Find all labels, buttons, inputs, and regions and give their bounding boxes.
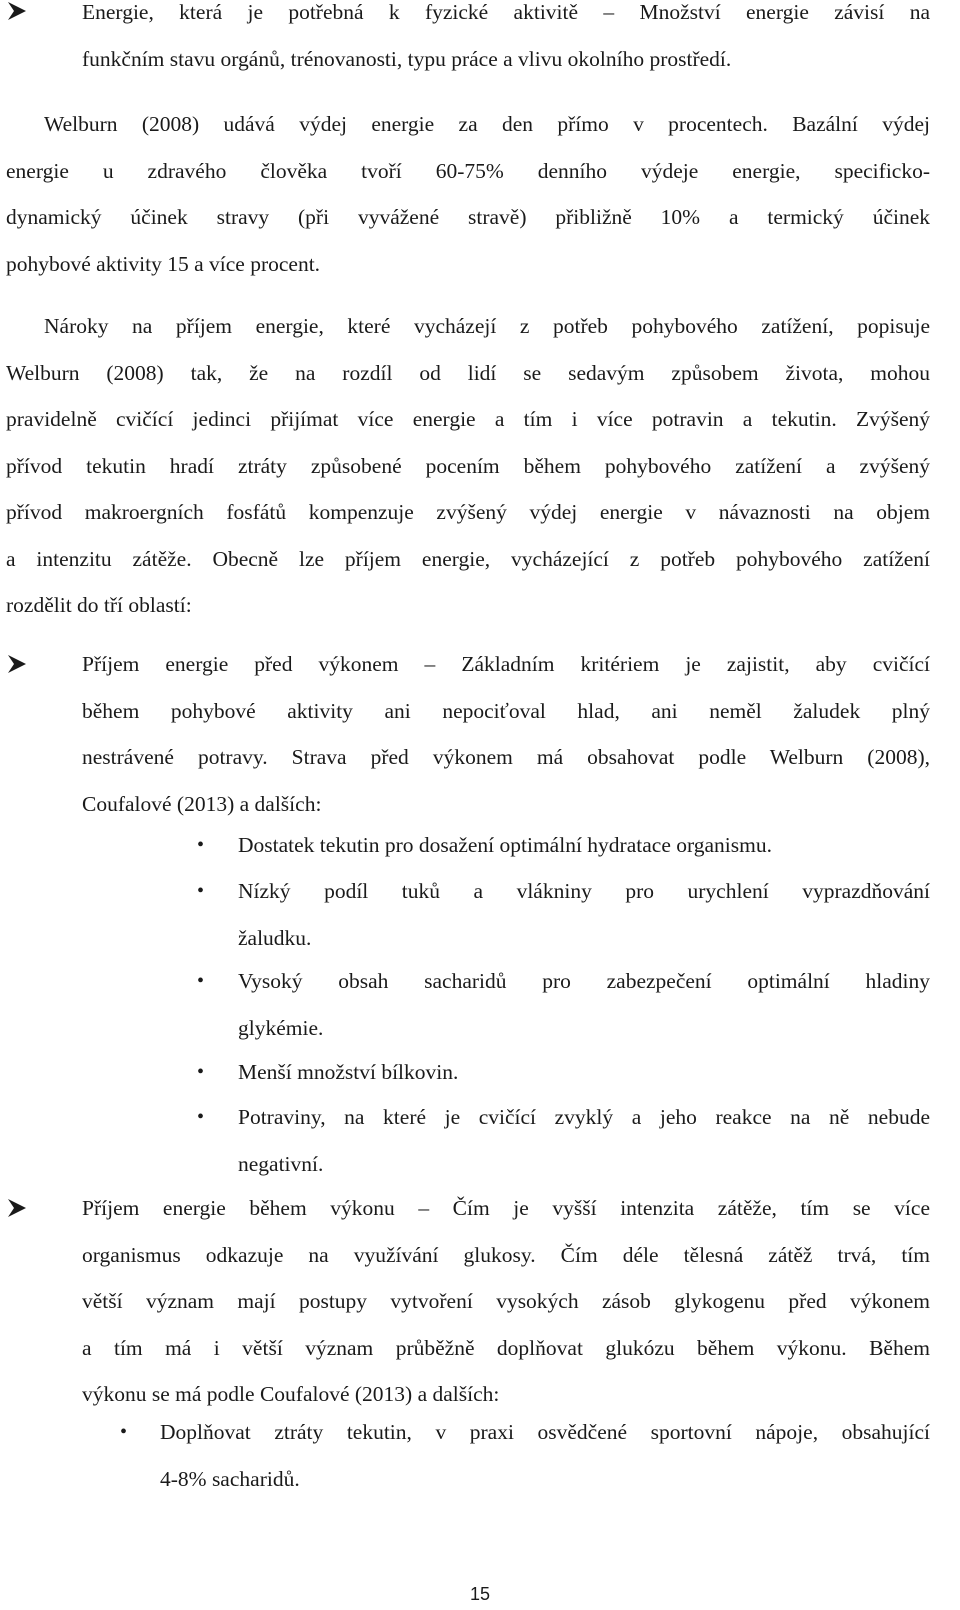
paragraph-welburn-expenditure (6, 101, 930, 287)
text-line: Welburn (2008) udává výdej energie za den přímo v procentech. Bazální výdej (44, 112, 930, 136)
text-line: přívod tekutin hradí ztráty způsobené pocením během pohybového zatížení a zvýšený (6, 453, 930, 478)
arrow-bullet-icon (6, 0, 28, 22)
bullet-dot-icon: • (197, 1061, 205, 1083)
sub-bullet-fluids (160, 1409, 930, 1502)
text-line: funkčním stavu orgánů, trénovanosti, typu práce a vlivu okolního prostředí. (82, 46, 732, 71)
text-line: organismus odkazuje na využívání glukosy. Čím déle tělesná zátěž trvá, tím (82, 1242, 930, 1267)
bullet-dot-icon: • (197, 834, 205, 856)
sub-bullet-familiar-foods (238, 1094, 930, 1187)
text-line: dynamický účinek stravy (při vyvážené stravě) přibližně 10% a termický účinek (6, 205, 930, 229)
bullet-dot-icon: • (197, 1106, 205, 1128)
sub-bullet-protein (238, 1049, 930, 1096)
text-line: během pohybové aktivity ani nepociťoval hlad, ani neměl žaludek plný (82, 698, 930, 723)
text-line: Potraviny, na které je cvičící zvyklý a jeho reakce na ně nebude (238, 1105, 930, 1129)
text-line: 4-8% sacharidů. (160, 1466, 300, 1491)
text-line: Nároky na příjem energie, které vycházejí z potřeb pohybového zatížení, popisuje (44, 314, 930, 338)
text-line: Dostatek tekutin pro dosažení optimální hydratace organismu. (238, 833, 772, 857)
bullet-dot-icon: • (120, 1421, 128, 1443)
list-item-before-performance (82, 641, 930, 827)
bullet-dot-icon: • (197, 880, 205, 902)
text-line: Menší množství bílkovin. (238, 1060, 459, 1084)
arrow-bullet-icon (6, 653, 28, 675)
text-line: Vysoký obsah sacharidů pro zabezpečení optimální hladiny (238, 969, 930, 993)
arrow-bullet-icon (6, 1197, 28, 1219)
list-item-during-performance (82, 1185, 930, 1418)
text-line: větší význam mají postupy vytvoření vysokých zásob glykogenu před výkonem (82, 1289, 930, 1313)
text-line: Coufalové (2013) a dalších: (82, 791, 322, 816)
text-line: pohybové aktivity 15 a více procent. (6, 251, 321, 276)
text-line: glykémie. (238, 1015, 324, 1040)
text-line: negativní. (238, 1151, 324, 1176)
text-line: nestrávené potravy. Strava před výkonem má obsahovat podle Welburn (2008), (82, 745, 930, 769)
page-number: 15 (469, 1584, 491, 1604)
text-line: Energie, která je potřebná k fyzické aktivitě – Množství energie závisí na (82, 0, 930, 24)
sub-bullet-hydration (238, 822, 930, 869)
text-line: a intenzitu zátěže. Obecně lze příjem energie, vycházející z potřeb pohybového zatížení (6, 546, 930, 571)
text-line: a tím má i větší význam průběžně doplňovat glukózu během výkonu. Během (82, 1335, 930, 1360)
text-line: rozdělit do tří oblastí: (6, 593, 192, 617)
text-line: výkonu se má podle Coufalové (2013) a dalších: (82, 1382, 500, 1406)
text-line: energie u zdravého člověka tvoří 60-75% denního výdeje energie, specificko- (6, 158, 930, 183)
sub-bullet-carbohydrates (238, 958, 930, 1051)
text-line: Nízký podíl tuků a vlákniny pro urychlení vyprazdňování (238, 879, 930, 903)
list-item-energy-activity (82, 0, 930, 82)
paragraph-intake-demands (6, 303, 930, 629)
bullet-dot-icon: • (197, 970, 205, 992)
text-line: přívod makroergních fosfátů kompenzuje zvýšený výdej energie v návaznosti na objem (6, 500, 930, 524)
text-line: Doplňovat ztráty tekutin, v praxi osvědčené sportovní nápoje, obsahující (160, 1420, 930, 1444)
text-line: Welburn (2008) tak, že na rozdíl od lidí se sedavým způsobem života, mohou (6, 360, 930, 385)
text-line: Příjem energie před výkonem – Základním kritériem je zajistit, aby cvičící (82, 652, 930, 676)
sub-bullet-low-fat (238, 868, 930, 961)
text-line: žaludku. (238, 925, 312, 950)
text-line: Příjem energie během výkonu – Čím je vyšší intenzita zátěže, tím se více (82, 1196, 930, 1220)
text-line: pravidelně cvičící jedinci přijímat více energie a tím i více potravin a tekutin. Zvýšený (6, 407, 930, 431)
